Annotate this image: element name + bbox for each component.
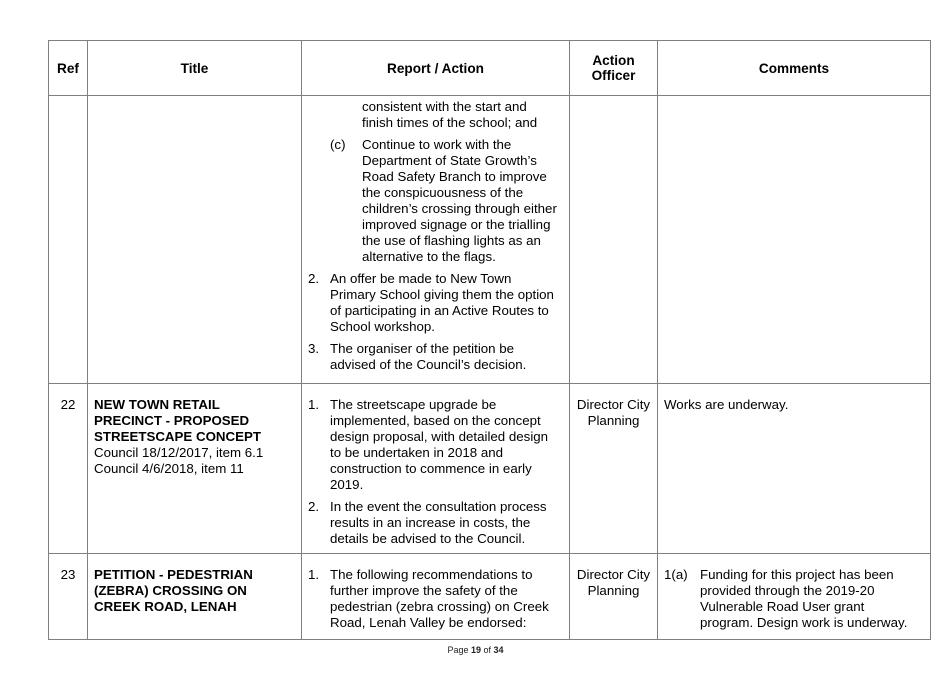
item-body xyxy=(330,499,563,547)
item-number: 1. xyxy=(308,397,320,412)
text-line: of participating in an Active Routes to xyxy=(330,303,549,318)
text-line: In the event the consultation process xyxy=(330,499,547,514)
sub-item-body xyxy=(362,137,563,265)
item-body xyxy=(330,567,563,631)
text-line: The organiser of the petition be xyxy=(330,341,515,356)
text-line: The streetscape upgrade be xyxy=(330,397,497,412)
ref-cell: 23 xyxy=(49,554,88,640)
comments-cell: Works are underway. xyxy=(658,384,931,554)
text-line: further improve the safety of the xyxy=(330,583,518,598)
item-title-line: PETITION - PEDESTRIAN xyxy=(94,567,253,582)
text-line: Road, Lenah Valley be endorsed: xyxy=(330,615,527,630)
text-line: the conspicuousness of the xyxy=(362,185,524,200)
text-line: to be undertaken in 2018 and xyxy=(330,445,504,460)
page-number: 19 xyxy=(470,645,481,655)
ref-cell: 22 xyxy=(49,384,88,554)
ref-cell xyxy=(49,96,88,384)
text-line: the use of flashing lights as an xyxy=(362,233,541,248)
comments-cell xyxy=(658,554,931,640)
officer-cell xyxy=(570,384,658,554)
table-row xyxy=(49,384,931,554)
item-title-line: (ZEBRA) CROSSING ON xyxy=(94,583,247,598)
text-line: design proposal, with detailed design xyxy=(330,429,549,444)
text-line: improved signage or the trialling xyxy=(362,217,551,232)
list-item xyxy=(308,397,563,493)
comment-item xyxy=(664,567,924,631)
item-title-line: STREETSCAPE CONCEPT xyxy=(94,429,261,444)
continued-text xyxy=(308,99,563,131)
text-line: implemented, based on the concept xyxy=(330,413,541,428)
text-line: Primary School giving them the option xyxy=(330,287,554,302)
officer-line: Planning xyxy=(587,413,640,428)
comments-cell xyxy=(658,96,931,384)
text-line: construction to commence in early xyxy=(330,461,532,476)
text-line: pedestrian (zebra crossing) on Creek xyxy=(330,599,549,614)
header-row xyxy=(49,41,931,96)
text-line: Road Safety Branch to improve xyxy=(362,169,547,184)
item-number: 3. xyxy=(308,341,320,356)
officer-line: Planning xyxy=(587,583,640,598)
header-title: Title xyxy=(88,41,302,96)
item-title-line: PRECINCT - PROPOSED xyxy=(94,413,250,428)
council-reference: Council 18/12/2017, item 6.1 xyxy=(94,445,264,460)
table-row xyxy=(49,96,931,384)
header-report-action: Report / Action xyxy=(302,41,570,96)
item-number: 2. xyxy=(308,271,320,286)
officer-cell xyxy=(570,554,658,640)
council-reference: Council 4/6/2018, item 11 xyxy=(94,461,244,476)
text-line: alternative to the flags. xyxy=(362,249,496,264)
sub-item-c xyxy=(308,137,563,265)
title-cell xyxy=(88,554,302,640)
item-title-line: CREEK ROAD, LENAH xyxy=(94,599,237,614)
text-line: consistent with the start and xyxy=(362,99,527,114)
item-number: 2. xyxy=(308,499,320,514)
table-row xyxy=(49,554,931,640)
item-number: 1. xyxy=(308,567,320,582)
text-line: The following recommendations to xyxy=(330,567,533,582)
list-item xyxy=(308,271,563,335)
text-line: finish times of the school; and xyxy=(362,115,538,130)
item-body xyxy=(330,271,563,335)
list-item xyxy=(308,341,563,373)
header-officer-line: Action xyxy=(592,53,635,68)
title-cell xyxy=(88,96,302,384)
item-title-line: NEW TOWN RETAIL xyxy=(94,397,220,412)
officer-line: Director City xyxy=(576,567,651,582)
text-line: Continue to work with the xyxy=(362,137,512,152)
text-line: advised of the Council’s decision. xyxy=(330,357,527,372)
text-line: Funding for this project has been xyxy=(700,567,894,582)
text-line: results in an increase in costs, the xyxy=(330,515,531,530)
officer-line: Director City xyxy=(576,397,651,412)
text-line: children’s crossing through either xyxy=(362,201,557,216)
header-ref: Ref xyxy=(49,41,88,96)
text-line: School workshop. xyxy=(330,319,435,334)
text-line: details be advised to the Council. xyxy=(330,531,526,546)
list-item xyxy=(308,499,563,547)
officer-cell xyxy=(570,96,658,384)
text-line: 2019. xyxy=(330,477,364,492)
text-line: Department of State Growth’s xyxy=(362,153,537,168)
item-body xyxy=(330,397,563,493)
text-line: Vulnerable Road User grant xyxy=(700,599,865,614)
list-item xyxy=(308,567,563,631)
item-body xyxy=(330,341,563,373)
report-action-cell xyxy=(302,96,570,384)
comment-body xyxy=(700,567,907,631)
comment-label: 1(a) xyxy=(664,567,688,582)
text-line: provided through the 2019-20 xyxy=(700,583,875,598)
text-line: An offer be made to New Town xyxy=(330,271,512,286)
header-officer-line: Officer xyxy=(591,68,636,83)
header-action-officer xyxy=(570,41,658,96)
page-footer xyxy=(0,645,951,655)
action-table xyxy=(48,40,931,640)
report-action-cell xyxy=(302,384,570,554)
page-total: 34 xyxy=(493,645,504,655)
page-prefix: Page xyxy=(447,645,469,655)
report-action-cell xyxy=(302,554,570,640)
page-of: of xyxy=(483,645,492,655)
header-comments: Comments xyxy=(658,41,931,96)
text-line: program. Design work is underway. xyxy=(700,615,908,630)
title-cell xyxy=(88,384,302,554)
sub-item-label: (c) xyxy=(330,137,346,152)
